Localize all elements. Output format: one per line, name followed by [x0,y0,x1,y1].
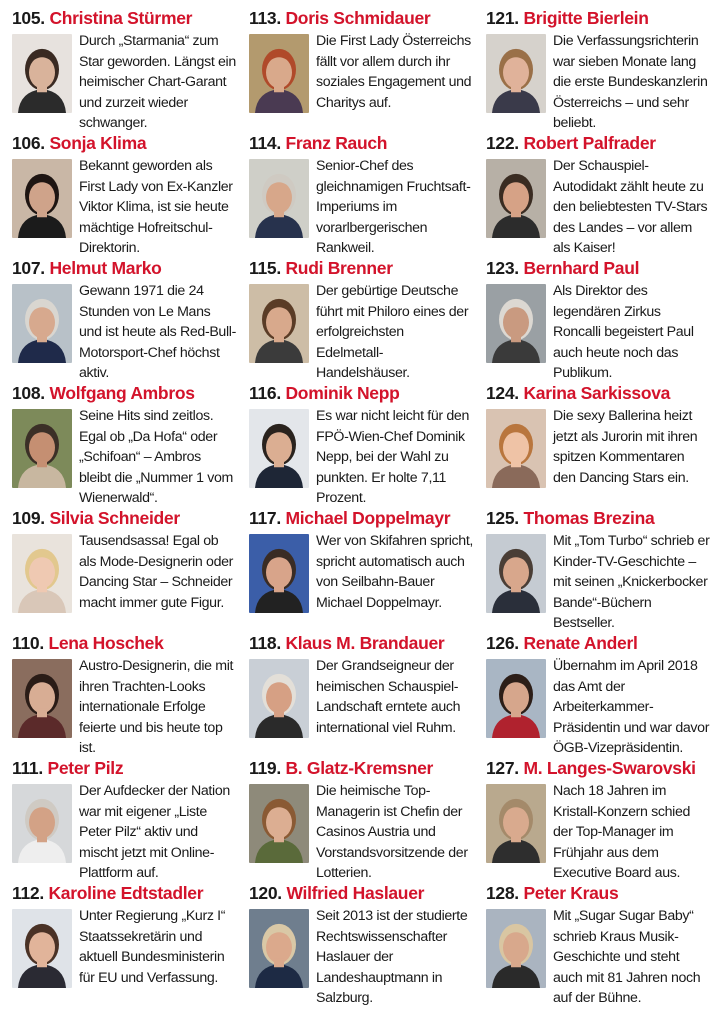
entry-description: Austro-Designerin, die mit ihren Trachten-Looks internationale Erfolge feierte und bis heute top ist. [79,658,234,757]
entry-description: Senior-Chef des gleichnamigen Fruchtsaft-Imperiums im vorarlbergerischen Rankweil. [316,158,471,257]
entry-heading [486,883,710,905]
portrait-image [12,534,72,613]
entry-doris-schmidauer [249,8,473,133]
rank-number: 115. [249,258,281,278]
rank-number: 118. [249,633,281,653]
person-name: Peter Kraus [523,883,619,903]
person-name: Karoline Edtstadler [48,883,204,903]
entry-description: Es war nicht leicht für den FPÖ-Wien-Chef Dominik Nepp, bei der Wahl zu punkten. Er holte 7,11 Prozent. [316,408,469,507]
rank-number: 113. [249,8,281,28]
portrait-image [12,409,72,488]
entry-description: Unter Regierung „Kurz I“ Staatssekretärin und aktuell Bundesministerin für EU und Verfassung. [79,908,226,986]
entry-bernhard-paul [486,258,710,383]
rank-number: 110. [12,633,44,653]
entry-body [486,156,710,258]
portrait-photo [12,784,72,863]
portrait-image [12,784,72,863]
portrait-image [486,34,546,113]
person-name: Christina Stürmer [49,8,193,28]
entry-rudi-brenner [249,258,473,383]
portrait-photo [249,284,309,363]
person-name: Bernhard Paul [523,258,640,278]
portrait-photo [249,659,309,738]
portrait-image [249,784,309,863]
portrait-image [12,159,72,238]
entry-heading [12,8,236,30]
rank-number: 119. [249,758,281,778]
entry-description: Mit „Sugar Sugar Baby“ schrieb Kraus Musik-Geschichte und steht auch mit 81 Jahren noch auf der Bühne. [553,908,701,1007]
rank-number: 117. [249,508,281,528]
portrait-photo [486,784,546,863]
portrait-photo [12,159,72,238]
rank-number: 116. [249,383,281,403]
column-3 [486,8,710,1018]
portrait-photo [12,659,72,738]
entry-body [249,781,473,883]
entry-peter-pilz [12,758,236,883]
entry-body [12,656,236,758]
entry-description: Bekannt geworden als First Lady von Ex-Kanzler Viktor Klima, ist sie heute mächtige Hofreitschul-Direktorin. [79,158,233,257]
entry-wilfried-haslauer [249,883,473,1008]
rank-number: 120. [249,883,282,903]
entry-description: Übernahm im April 2018 das Amt der Arbeiterkammer-Präsidentin und war davor ÖGB-Vizepräsidentin. [553,658,710,757]
entry-robert-palfrader [486,133,710,258]
person-name: Thomas Brezina [523,508,655,528]
portrait-photo [12,284,72,363]
entry-thomas-brezina [486,508,710,633]
person-name: Peter Pilz [47,758,124,778]
rank-number: 125. [486,508,519,528]
rank-number: 127. [486,758,519,778]
person-name: Renate Anderl [523,633,638,653]
person-name: Franz Rauch [285,133,388,153]
portrait-image [486,409,546,488]
rank-number: 108. [12,383,45,403]
portrait-photo [486,534,546,613]
entry-description: Seine Hits sind zeitlos. Egal ob „Da Hofa“ oder „Schifoan“ – Ambros bleibt die „Nummer 1 vom Wienerwald“. [79,408,234,507]
column-2 [249,8,473,1018]
entry-wolfgang-ambros [12,383,236,508]
entry-description: Die Verfassungsrichterin war sieben Monate lang die erste Bundeskanzlerin Österreichs – und sehr beliebt. [553,33,708,132]
portrait-image [12,284,72,363]
portrait-image [486,909,546,988]
portrait-photo [486,34,546,113]
entry-heading [486,8,710,30]
person-name: Robert Palfrader [523,133,656,153]
portrait-image [486,784,546,863]
entry-klaus-m-brandauer [249,633,473,758]
entry-body [12,531,236,613]
entry-heading [249,633,473,655]
portrait-image [12,909,72,988]
portrait-image [249,284,309,363]
rank-number: 126. [486,633,519,653]
entry-silvia-schneider [12,508,236,633]
portrait-photo [249,909,309,988]
entry-body [486,656,710,758]
portrait-photo [12,34,72,113]
entry-body [486,281,710,383]
portrait-photo [12,534,72,613]
person-name: Michael Doppelmayr [285,508,451,528]
entry-description: Der Grandseigneur der heimischen Schauspiel-Landschaft erntete auch international viel Ruhm. [316,658,461,736]
portrait-image [12,34,72,113]
entry-body [486,906,710,1008]
person-name: Brigitte Bierlein [523,8,649,28]
portrait-photo [486,284,546,363]
entry-body [486,31,710,133]
person-name: Wolfgang Ambros [49,383,195,403]
person-name: Helmut Marko [49,258,162,278]
rank-number: 111. [12,758,43,778]
portrait-image [249,534,309,613]
entry-description: Die sexy Ballerina heizt jetzt als Jurorin mit ihren spitzen Kommentaren den Dancing Stars ein. [553,408,698,486]
entry-description: Wer von Skifahren spricht, spricht automatisch auch von Seilbahn-Bauer Michael Doppelmayr. [316,533,473,611]
entry-heading [486,133,710,155]
portrait-image [486,534,546,613]
portrait-photo [12,409,72,488]
entry-heading [12,258,236,280]
person-name: B. Glatz-Kremsner [285,758,434,778]
entry-heading [12,133,236,155]
portrait-image [12,659,72,738]
entry-heading [249,133,473,155]
portrait-photo [249,534,309,613]
entry-heading [249,758,473,780]
entry-christina-sturmer [12,8,236,133]
entry-heading [249,8,473,30]
portrait-photo [249,409,309,488]
entry-heading [12,508,236,530]
portrait-photo [249,784,309,863]
entry-peter-kraus [486,883,710,1008]
entry-body [486,531,710,633]
column-1 [12,8,236,1018]
portrait-image [486,284,546,363]
entry-body [249,531,473,613]
person-name: Wilfried Haslauer [286,883,425,903]
entry-heading [249,258,473,280]
entry-body [486,781,710,883]
entry-franz-rauch [249,133,473,258]
entry-helmut-marko [12,258,236,383]
person-name: M. Langes-Swarovski [523,758,696,778]
entry-body [12,906,236,988]
entry-body [249,406,473,508]
rank-number: 128. [486,883,519,903]
entry-heading [12,883,236,905]
person-name: Sonja Klima [49,133,147,153]
entry-heading [486,258,710,280]
entry-body [12,31,236,133]
rank-number: 122. [486,133,519,153]
person-name: Dominik Nepp [285,383,400,403]
rank-number: 123. [486,258,519,278]
entry-body [486,406,710,488]
person-name: Rudi Brenner [285,258,393,278]
entry-lena-hoschek [12,633,236,758]
entry-body [12,156,236,258]
portrait-photo [249,34,309,113]
entry-body [12,281,236,383]
person-name: Klaus M. Brandauer [285,633,445,653]
rank-number: 121. [486,8,519,28]
entry-description: Mit „Tom Turbo“ schrieb er Kinder-TV-Geschichte – mit seinen „Knickerbocker Bande“-Büchern Bestseller. [553,533,710,632]
entry-body [249,156,473,258]
entry-heading [486,633,710,655]
entry-heading [249,383,473,405]
entry-description: Tausendsassa! Egal ob als Mode-Designerin oder Dancing Star – Schneider macht immer gute Figur. [79,533,234,611]
portrait-image [249,909,309,988]
entry-body [249,31,473,113]
entry-sonja-klima [12,133,236,258]
portrait-image [249,34,309,113]
entry-description: Nach 18 Jahren im Kristall-Konzern schied der Top-Manager im Frühjahr aus dem Executive Board aus. [553,783,691,882]
entry-description: Die heimische Top-Managerin ist Chefin der Casinos Austria und Vorstandsvorsitzende der Lotterien. [316,783,468,882]
entry-m-langes-swarovski [486,758,710,883]
entry-description: Der Aufdecker der Nation war mit eigener „Liste Peter Pilz“ aktiv und mischt jetzt mit Online-Plattform auf. [79,783,230,882]
portrait-image [486,159,546,238]
portrait-image [249,659,309,738]
portrait-photo [249,159,309,238]
portrait-image [249,409,309,488]
entry-body [12,406,236,508]
person-name: Karina Sarkissova [523,383,671,403]
rank-number: 112. [12,883,44,903]
entry-heading [12,758,236,780]
entry-b-glatz-kremsner [249,758,473,883]
entry-heading [249,883,473,905]
entry-body [249,906,473,1008]
entry-body [12,781,236,883]
portrait-photo [486,159,546,238]
entry-michael-doppelmayr [249,508,473,633]
entry-heading [12,383,236,405]
entry-heading [249,508,473,530]
entry-description: Seit 2013 ist der studierte Rechtswissenschafter Haslauer der Landeshauptmann in Salzburg. [316,908,468,1007]
entry-description: Der Schauspiel-Autodidakt zählt heute zu den beliebtesten TV-Stars des Landes – vor allem als Kaiser! [553,158,708,257]
rank-number: 107. [12,258,45,278]
ranking-page [12,8,710,1018]
entry-karoline-edtstadler [12,883,236,1008]
entry-dominik-nepp [249,383,473,508]
portrait-photo [12,909,72,988]
rank-number: 124. [486,383,519,403]
entry-heading [486,758,710,780]
entry-description: Durch „Starmania“ zum Star geworden. Längst ein heimischer Chart-Garant und zurzeit wieder schwanger. [79,33,236,132]
entry-brigitte-bierlein [486,8,710,133]
portrait-image [249,159,309,238]
entry-heading [486,508,710,530]
portrait-image [486,659,546,738]
person-name: Lena Hoschek [48,633,164,653]
rank-number: 114. [249,133,281,153]
portrait-photo [486,659,546,738]
rank-number: 105. [12,8,45,28]
person-name: Doris Schmidauer [285,8,431,28]
entry-body [249,281,473,383]
entry-renate-anderl [486,633,710,758]
entry-description: Die First Lady Österreichs fällt vor allem durch ihr soziales Engagement und Charitys auf. [316,33,472,111]
portrait-photo [486,409,546,488]
entry-description: Gewann 1971 die 24 Stunden von Le Mans und ist heute als Red-Bull-Motorsport-Chef höchst aktiv. [79,283,236,382]
rank-number: 109. [12,508,45,528]
rank-number: 106. [12,133,45,153]
entry-body [249,656,473,738]
entry-description: Der gebürtige Deutsche führt mit Philoro eines der erfolgreichsten Edelmetall-Handelshäuser. [316,283,469,382]
entry-karina-sarkissova [486,383,710,508]
entry-heading [12,633,236,655]
person-name: Silvia Schneider [49,508,180,528]
entry-description: Als Direktor des legendären Zirkus Roncalli begeistert Paul auch heute noch das Publikum. [553,283,694,382]
portrait-photo [486,909,546,988]
entry-heading [486,383,710,405]
